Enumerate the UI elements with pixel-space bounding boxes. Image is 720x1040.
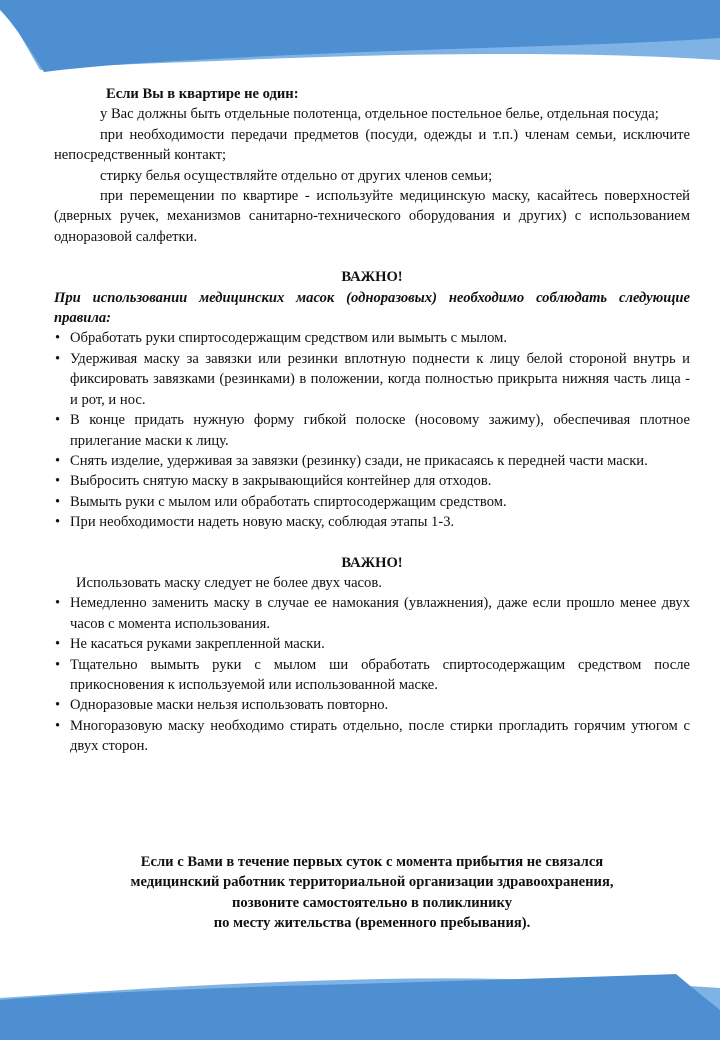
list-item: • Обработать руки спиртосодержащим средством или вымыть с мылом. <box>54 328 690 348</box>
bottom-wave-dark <box>0 974 720 1040</box>
final-note-line: позвоните самостоятельно в поликлинику <box>232 894 512 911</box>
section-heading: Если Вы в квартире не один: <box>106 86 299 102</box>
rules-lead: При использовании медицинских масок (одноразовых) необходимо соблюдать следующие правила: <box>54 289 690 327</box>
bottom-wave-banner <box>0 970 720 1040</box>
list-item: • Немедленно заменить маску в случае ее намокания (увлажнения), даже если прошло менее двух часов с момента использования. <box>54 593 690 634</box>
list-item: • Выбросить снятую маску в закрывающийся контейнер для отходов. <box>54 471 690 491</box>
paragraph: у Вас должны быть отдельные полотенца, отдельное постельное белье, отдельная посуда; <box>100 106 659 123</box>
final-note <box>54 852 690 934</box>
final-note-line: медицинский работник территориальной организации здравоохранения, <box>130 874 614 891</box>
time-limit-lead: Использовать маску следует не более двух часов. <box>76 574 382 591</box>
top-wave-dark <box>0 0 720 72</box>
list-item: • Удерживая маску за завязки или резинки вплотную поднести к лицу белой стороной внутрь и фиксировать завязками (резинками) в положении, когда полностью прикрыта нижняя часть лица - и рот, и нос. <box>54 349 690 410</box>
final-note-line: по месту жительства (временного пребывания). <box>213 915 531 932</box>
paragraph: при необходимости передачи предметов (посуди, одежды и т.п.) членам семьи, исключите непосредственный контакт; <box>54 126 690 164</box>
paragraph: стирку белья осуществляйте отдельно от других членов семьи; <box>100 167 493 184</box>
list-item: • При необходимости надеть новую маску, соблюдая этапы 1-3. <box>54 512 690 532</box>
mask-rules-list <box>54 328 690 532</box>
list-item: • Вымыть руки с мылом или обработать спиртосодержащим средством. <box>54 492 690 512</box>
list-item: • Снять изделие, удерживая за завязки (резинку) сзади, не прикасаясь к передней части маски. <box>54 451 690 471</box>
important-title: ВАЖНО! <box>341 269 403 286</box>
list-item: • Тщательно вымыть руки с мылом ши обработать спиртосодержащим средством после прикосновения к используемой или использованной маске. <box>54 655 690 696</box>
document-body <box>54 84 690 757</box>
list-item: • Одноразовые маски нельзя использовать повторно. <box>54 695 690 715</box>
list-item: • Не касаться руками закрепленной маски. <box>54 634 690 654</box>
top-wave-banner <box>0 0 720 80</box>
list-item: • Многоразовую маску необходимо стирать отдельно, после стирки прогладить горячим утюгом с двух сторон. <box>54 716 690 757</box>
mask-usage-list <box>54 593 690 756</box>
important-title: ВАЖНО! <box>341 554 403 571</box>
list-item: • В конце придать нужную форму гибкой полоске (носовому зажиму), обеспечивая плотное прилегание маски к лицу. <box>54 410 690 451</box>
final-note-line: Если с Вами в течение первых суток с момента прибытия не связался <box>140 854 604 870</box>
paragraph: при перемещении по квартире - используйте медицинскую маску, касайтесь поверхностей (дверных ручек, механизмов санитарно-технического оборудования и других) с использованием одноразовой салфетки. <box>54 188 690 245</box>
